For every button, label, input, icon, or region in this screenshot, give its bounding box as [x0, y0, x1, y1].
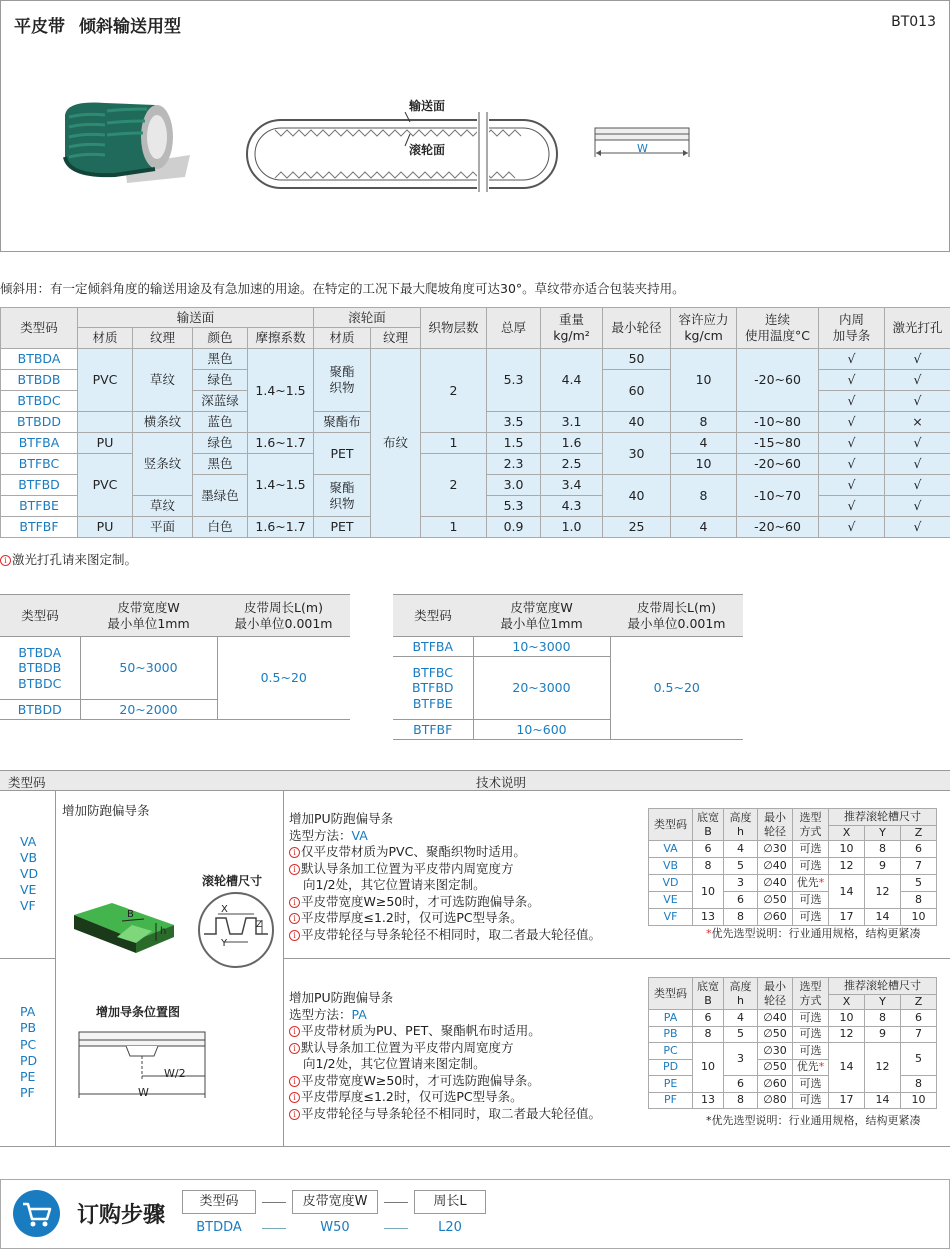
dim-h: h	[160, 926, 167, 937]
spec-cell: 1	[421, 517, 487, 538]
spec-cell: 4	[671, 433, 737, 454]
tech-divider-v2	[283, 791, 284, 1146]
gt-cell: 8	[693, 858, 724, 875]
spec-cell: 3.4	[541, 475, 603, 496]
gt-cell: 13	[693, 1092, 724, 1109]
spec-cell: 1.6	[541, 433, 603, 454]
size-width: 20~3000	[473, 657, 610, 720]
spec-h-tex: 纹理	[133, 328, 193, 349]
position-image-title: 增加导条位置图	[96, 1005, 181, 1019]
spec-cell: 白色	[193, 517, 248, 538]
gt-code: VE	[649, 892, 693, 909]
spec-cell: 蓝色	[193, 412, 248, 433]
size-codes: BTBDD	[0, 700, 80, 720]
gt-cell: 3	[724, 875, 758, 892]
spec-cell: 4	[671, 517, 737, 538]
info-icon: i	[0, 555, 11, 566]
spec-cell: 40	[603, 412, 671, 433]
spec-cell: 40	[603, 475, 671, 517]
size-width: 10~600	[473, 720, 610, 740]
size-length: 0.5~20	[217, 637, 350, 720]
gt-h: Y	[865, 995, 901, 1010]
spec-h-temp: 连续 使用温度°C	[737, 308, 819, 349]
gt-code: PC	[649, 1043, 693, 1060]
gt-cell: 可选	[793, 841, 829, 858]
spec-cell: 8	[671, 475, 737, 517]
p-note: 向1/2处，其它位置请来图定制。	[303, 1056, 486, 1071]
spec-code: BTBDB	[1, 370, 78, 391]
gt-code: PA	[649, 1010, 693, 1027]
size-width: 50~3000	[80, 637, 217, 700]
gt-cell: 14	[829, 1043, 865, 1093]
spec-h-code: 类型码	[1, 308, 78, 349]
gt-cell: 17	[829, 909, 865, 926]
gt-h: Y	[865, 826, 901, 841]
spec-cell: 1.0	[541, 517, 603, 538]
size-length: 0.5~20	[610, 637, 743, 740]
spec-cell: 平面	[133, 517, 193, 538]
spec-cell: 绿色	[193, 433, 248, 454]
spec-cell: 竖条纹	[133, 433, 193, 496]
p-note: i 平皮带厚度≤1.2时，仅可选PC型导条。	[289, 1089, 601, 1106]
spec-cell: -20~60	[737, 349, 819, 412]
spec-cell: 2.3	[487, 454, 541, 475]
spec-cell: 深蓝绿	[193, 391, 248, 412]
spec-cell: 横条纹	[133, 412, 193, 433]
spec-cell: √	[819, 391, 885, 412]
spec-cell: -20~60	[737, 454, 819, 475]
gt-h: 高度 h	[724, 809, 758, 841]
gt-cell: 5	[901, 1043, 937, 1076]
gt-cell: 12	[829, 1026, 865, 1043]
gt-cell: 6	[693, 1010, 724, 1027]
belt-loop-diagram	[245, 112, 565, 192]
spec-h-mat: 材质	[78, 328, 133, 349]
v-note: i 仅平皮带材质为PVC、聚酯织物时适用。	[289, 844, 601, 861]
v-note: i 默认导条加工位置为平皮带内周宽度方	[289, 861, 601, 878]
spec-h-guide: 内周 加导条	[819, 308, 885, 349]
spec-cell: √	[885, 433, 950, 454]
p-title: 增加PU防跑偏导条	[289, 990, 394, 1005]
size-h-width: 皮带宽度W 最小单位1mm	[80, 595, 217, 637]
gt-cell: 可选	[793, 909, 829, 926]
gt-cell: 14	[829, 875, 865, 909]
gt-code: PD	[649, 1059, 693, 1076]
spec-cell: √	[885, 475, 950, 496]
spec-cell: 5.3	[487, 496, 541, 517]
gt-code: VA	[649, 841, 693, 858]
gt-cell: 5	[901, 875, 937, 892]
p-method: 选型方法：PA	[289, 1006, 367, 1022]
gt-h: 类型码	[649, 978, 693, 1010]
spec-table	[0, 307, 950, 538]
gt-cell: 可选	[793, 1092, 829, 1109]
gt-h: 底宽 B	[693, 978, 724, 1010]
size-h-length: 皮带周长L(m) 最小单位0.001m	[610, 595, 743, 637]
gt-cell: 17	[829, 1092, 865, 1109]
spec-cell: 墨绿色	[193, 475, 248, 517]
gt-cell: 8	[901, 1076, 937, 1093]
gt-cell: 可选	[793, 892, 829, 909]
spec-cell: √	[819, 370, 885, 391]
spec-cell: 聚酯织物	[314, 349, 371, 412]
gt-cell: 10	[693, 875, 724, 909]
spec-cell: 30	[603, 433, 671, 475]
spec-cell: ×	[885, 412, 950, 433]
gt-cell: 4	[724, 841, 758, 858]
spec-cell: √	[819, 475, 885, 496]
gt-cell: 12	[865, 1043, 901, 1093]
gt-code: PF	[649, 1092, 693, 1109]
product-code: BT013	[891, 14, 936, 30]
gt-cell: ∅80	[758, 1092, 793, 1109]
gt-cell: 5	[724, 1026, 758, 1043]
dim-y: Y	[221, 938, 228, 949]
gt-h: Z	[901, 826, 937, 841]
dim-w: W	[138, 1086, 149, 1099]
gt-cell: 可选	[793, 1026, 829, 1043]
spec-cell: PVC	[78, 454, 133, 517]
spec-cell: 10	[671, 349, 737, 412]
laser-note: i 激光打孔请来图定制。	[0, 552, 137, 569]
gt-cell: ∅50	[758, 1059, 793, 1076]
spec-h-laser: 激光打孔	[885, 308, 950, 349]
spec-h-rtex: 纹理	[371, 328, 421, 349]
label-conveying-surface: 输送面	[409, 99, 446, 113]
spec-cell: 1.4~1.5	[248, 454, 314, 517]
gt-cell: 9	[865, 858, 901, 875]
gt-cell: 7	[901, 858, 937, 875]
gt-cell: 14	[865, 1092, 901, 1109]
gt-cell: ∅60	[758, 1076, 793, 1093]
spec-cell: √	[819, 412, 885, 433]
v-footnote: *优先选型说明：行业通用规格，结构更紧凑	[706, 927, 921, 940]
gt-cell: ∅30	[758, 841, 793, 858]
v-note: i 平皮带轮径与导条轮径不相同时，取二者最大轮径值。	[289, 927, 601, 944]
spec-code: BTFBD	[1, 475, 78, 496]
p-note: i 平皮带材质为PU、PET、聚酯帆布时适用。	[289, 1023, 601, 1040]
gt-cell: 8	[693, 1026, 724, 1043]
step-width-label: 皮带宽度W	[292, 1190, 378, 1214]
spec-cell: √	[885, 517, 950, 538]
spec-cell: 3.5	[487, 412, 541, 433]
size-table-left	[0, 594, 350, 720]
step-connector	[262, 1202, 286, 1203]
spec-cell: 60	[603, 370, 671, 412]
gt-cell: ∅40	[758, 1010, 793, 1027]
label-roller-surface: 滚轮面	[409, 143, 446, 157]
gt-h: 最小 轮径	[758, 978, 793, 1010]
dim-b: B	[127, 909, 134, 920]
tech-bottom	[0, 1146, 950, 1147]
step-code-label: 类型码	[182, 1190, 256, 1214]
spec-cell: 5.3	[487, 349, 541, 412]
spec-cell: 2	[421, 349, 487, 433]
spec-cell	[78, 412, 133, 433]
spec-cell: 聚酯布	[314, 412, 371, 433]
gt-h: 最小 轮径	[758, 809, 793, 841]
spec-code: BTFBF	[1, 517, 78, 538]
groove-diagram	[196, 890, 276, 970]
tech-header	[0, 770, 950, 791]
spec-h-pulley: 最小轮径	[603, 308, 671, 349]
groove-title: 滚轮槽尺寸	[202, 874, 263, 888]
v-notes	[289, 811, 601, 943]
spec-cell: 1.6~1.7	[248, 517, 314, 538]
gt-cell: 可选	[793, 858, 829, 875]
tech-divider-v1	[55, 791, 56, 1146]
gt-cell: 5	[724, 858, 758, 875]
spec-h-roll: 滚轮面	[314, 308, 421, 328]
spec-cell: √	[819, 517, 885, 538]
gt-h: 推荐滚轮槽尺寸	[829, 809, 937, 826]
spec-code: BTBDC	[1, 391, 78, 412]
gt-h: X	[829, 995, 865, 1010]
spec-cell: 3.1	[541, 412, 603, 433]
spec-cell: 聚酯织物	[314, 475, 371, 517]
size-table-right	[393, 594, 743, 740]
spec-cell: 4.3	[541, 496, 603, 517]
dim-z: Z	[256, 920, 263, 930]
gt-code: VB	[649, 858, 693, 875]
codes-p: PA PB PC PD PE PF	[20, 1004, 38, 1101]
spec-cell: 1.4~1.5	[248, 349, 314, 433]
spec-cell: 2	[421, 454, 487, 517]
gt-cell: 4	[724, 1010, 758, 1027]
spec-cell: √	[885, 391, 950, 412]
gt-cell: 3	[724, 1043, 758, 1076]
gt-code: VD	[649, 875, 693, 892]
spec-cell: 草纹	[133, 349, 193, 412]
gt-cell: 10	[901, 1092, 937, 1109]
order-title: 订购步骤	[77, 1203, 166, 1228]
step-connector	[384, 1228, 408, 1229]
spec-cell: √	[819, 433, 885, 454]
spec-h-thick: 总厚	[487, 308, 541, 349]
codes-v: VA VB VD VE VF	[20, 834, 39, 913]
spec-code: BTBDD	[1, 412, 78, 433]
spec-cell: -10~70	[737, 475, 819, 517]
gt-h: 类型码	[649, 809, 693, 841]
description-text: 倾斜用：有一定倾斜角度的输送用途及有急加速的用途。在特定的工况下最大爬坡角度可达30°。草纹带亦适合包装夹持用。	[0, 281, 685, 296]
spec-code: BTFBA	[1, 433, 78, 454]
tech-divider-h	[0, 958, 55, 959]
gt-h: X	[829, 826, 865, 841]
step-connector	[262, 1228, 286, 1229]
spec-h-stress: 容许应力 kg/cm	[671, 308, 737, 349]
gt-cell: 6	[901, 1010, 937, 1027]
spec-cell: PET	[314, 433, 371, 475]
gt-cell: 可选	[793, 1010, 829, 1027]
spec-h-ply: 织物层数	[421, 308, 487, 349]
spec-cell: √	[885, 496, 950, 517]
gt-cell: ∅60	[758, 909, 793, 926]
spec-cell: 1.5	[487, 433, 541, 454]
gt-cell: 6	[724, 1076, 758, 1093]
spec-cell: √	[885, 349, 950, 370]
gt-cell: 8	[865, 1010, 901, 1027]
spec-h-weight: 重量 kg/m²	[541, 308, 603, 349]
spec-cell: 50	[603, 349, 671, 370]
tech-h-desc: 技术说明	[476, 775, 527, 790]
v-method: 选型方法：VA	[289, 827, 368, 843]
p-note: i 平皮带轮径与导条轮径不相同时，取二者最大轮径值。	[289, 1106, 601, 1123]
gt-h: 选型 方式	[793, 809, 829, 841]
gt-h: 底宽 B	[693, 809, 724, 841]
size-width: 20~2000	[80, 700, 217, 720]
gt-cell: 7	[901, 1026, 937, 1043]
size-codes: BTBDA BTBDB BTBDC	[0, 637, 80, 700]
gt-code: VF	[649, 909, 693, 926]
gt-cell: ∅30	[758, 1043, 793, 1060]
spec-cell: 4.4	[541, 349, 603, 412]
step-width-value: W50	[320, 1220, 350, 1235]
cart-icon	[13, 1190, 60, 1237]
dim-x: X	[221, 904, 228, 915]
size-codes: BTFBC BTFBD BTFBE	[393, 657, 473, 720]
gt-h: 选型 方式	[793, 978, 829, 1010]
spec-h-rmat: 材质	[314, 328, 371, 349]
gt-cell: 12	[865, 875, 901, 909]
step-code-value: BTDDA	[196, 1220, 242, 1235]
spec-cell: -10~80	[737, 412, 819, 433]
tech-h-code: 类型码	[8, 775, 46, 790]
spec-cell: 1	[421, 433, 487, 454]
v-guide-table	[648, 808, 937, 926]
spec-cell: 8	[671, 412, 737, 433]
gt-cell: 10	[901, 909, 937, 926]
gt-cell: 8	[724, 1092, 758, 1109]
gt-cell: ∅40	[758, 875, 793, 892]
spec-cell: 黑色	[193, 454, 248, 475]
spec-cell: 1.6~1.7	[248, 433, 314, 454]
v-note: i 平皮带宽度W≥50时，才可选防跑偏导条。	[289, 894, 601, 911]
gt-cell: 13	[693, 909, 724, 926]
spec-cell: 3.0	[487, 475, 541, 496]
spec-cell: √	[819, 349, 885, 370]
spec-cell: 草纹	[133, 496, 193, 517]
size-codes: BTFBF	[393, 720, 473, 740]
gt-h: Z	[901, 995, 937, 1010]
spec-cell: √	[885, 454, 950, 475]
gt-cell: 10	[693, 1043, 724, 1093]
spec-h-fric: 摩擦系数	[248, 328, 314, 349]
belt-roll-image	[55, 95, 195, 185]
gt-cell: 可选	[793, 1043, 829, 1060]
gt-cell: 8	[724, 909, 758, 926]
spec-cell: PU	[78, 433, 133, 454]
gt-h: 推荐滚轮槽尺寸	[829, 978, 937, 995]
spec-cell: √	[819, 496, 885, 517]
spec-cell: √	[885, 370, 950, 391]
spec-h-conv: 输送面	[78, 308, 314, 328]
gt-cell: 8	[865, 841, 901, 858]
spec-cell: PET	[314, 517, 371, 538]
size-h-length: 皮带周长L(m) 最小单位0.001m	[217, 595, 350, 637]
spec-cell: -15~80	[737, 433, 819, 454]
spec-cell: 10	[671, 454, 737, 475]
spec-cell: 黑色	[193, 349, 248, 370]
gt-code: PE	[649, 1076, 693, 1093]
gt-cell: 优先*	[793, 875, 829, 892]
gt-cell: 优先*	[793, 1059, 829, 1076]
gt-cell: 6	[901, 841, 937, 858]
gt-code: PB	[649, 1026, 693, 1043]
spec-h-color: 颜色	[193, 328, 248, 349]
width-label: W	[637, 142, 648, 155]
gt-cell: 10	[829, 841, 865, 858]
spec-code: BTBDA	[1, 349, 78, 370]
dim-w-half: W/2	[164, 1067, 186, 1080]
gt-h: 高度 h	[724, 978, 758, 1010]
page-title: 平皮带 倾斜输送用型	[14, 17, 181, 37]
p-note: i 默认导条加工位置为平皮带内周宽度方	[289, 1040, 601, 1057]
v-note: 向1/2处，其它位置请来图定制。	[303, 877, 486, 892]
gt-cell: 6	[724, 892, 758, 909]
p-note: i 平皮带宽度W≥50时，才可选防跑偏导条。	[289, 1073, 601, 1090]
spec-cell: √	[819, 454, 885, 475]
size-h-code: 类型码	[393, 595, 473, 637]
gt-cell: 12	[829, 858, 865, 875]
spec-cell: 绿色	[193, 370, 248, 391]
spec-cell: PU	[78, 517, 133, 538]
p-footnote: *优先选型说明：行业通用规格，结构更紧凑	[706, 1114, 921, 1127]
size-h-code: 类型码	[0, 595, 80, 637]
size-h-width: 皮带宽度W 最小单位1mm	[473, 595, 610, 637]
gt-cell: ∅40	[758, 858, 793, 875]
spec-code: BTFBC	[1, 454, 78, 475]
guide-image-title: 增加防跑偏导条	[62, 803, 150, 818]
size-codes: BTFBA	[393, 637, 473, 657]
spec-cell: -20~60	[737, 517, 819, 538]
p-guide-table	[648, 977, 937, 1109]
spec-cell: 0.9	[487, 517, 541, 538]
gt-cell: ∅50	[758, 892, 793, 909]
step-length-value: L20	[438, 1220, 462, 1235]
gt-cell: ∅50	[758, 1026, 793, 1043]
step-connector	[384, 1202, 408, 1203]
v-note: i 平皮带厚度≤1.2时，仅可选PC型导条。	[289, 910, 601, 927]
p-notes	[289, 990, 601, 1122]
gt-cell: 14	[865, 909, 901, 926]
tech-divider-h2	[283, 958, 950, 959]
gt-cell: 9	[865, 1026, 901, 1043]
gt-cell: 10	[829, 1010, 865, 1027]
spec-cell: 布纹	[371, 349, 421, 538]
gt-cell: 可选	[793, 1076, 829, 1093]
step-length-label: 周长L	[414, 1190, 486, 1214]
gt-cell: 6	[693, 841, 724, 858]
spec-code: BTFBE	[1, 496, 78, 517]
v-title: 增加PU防跑偏导条	[289, 811, 394, 826]
gt-cell: 8	[901, 892, 937, 909]
size-width: 10~3000	[473, 637, 610, 657]
spec-cell: PVC	[78, 349, 133, 412]
spec-cell: 25	[603, 517, 671, 538]
spec-cell: 2.5	[541, 454, 603, 475]
